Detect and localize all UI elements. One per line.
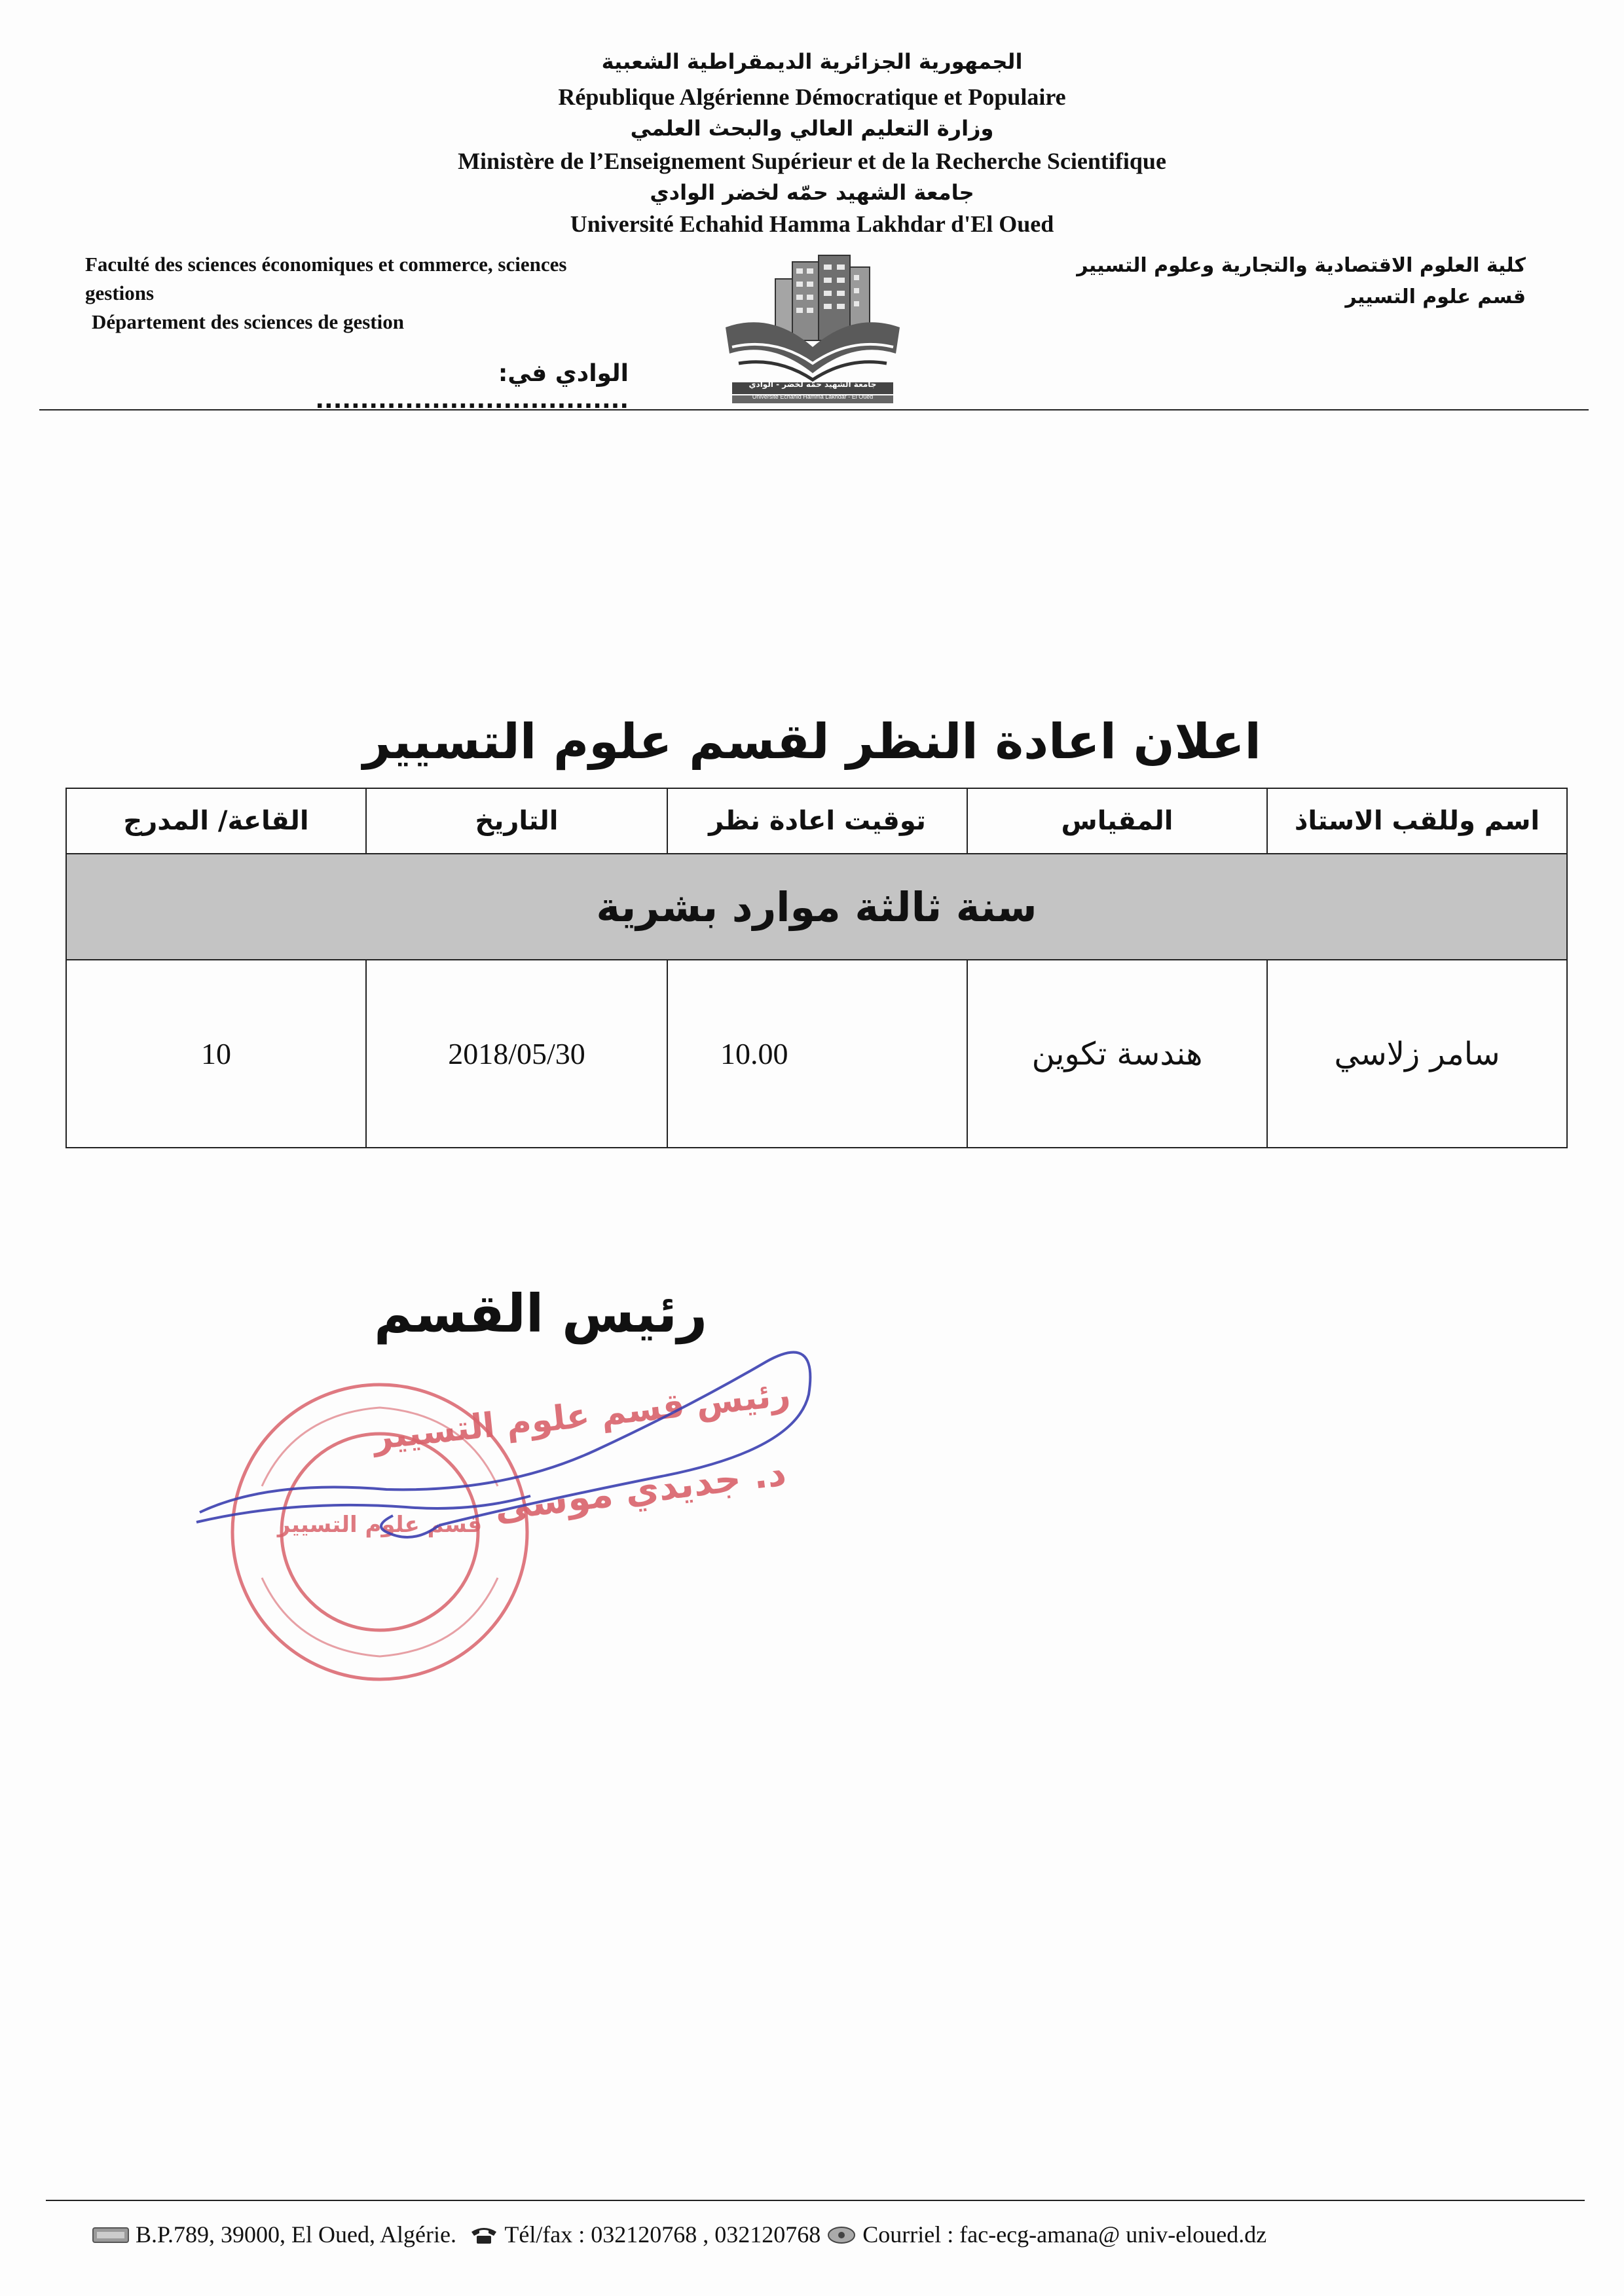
cell-module: هندسة تكوين bbox=[967, 960, 1267, 1148]
header-ar-republic: الجمهورية الجزائرية الديمقراطية الشعبية bbox=[601, 49, 1023, 74]
faculty-ar bbox=[1002, 250, 1526, 313]
header-fr-ministry: Ministère de l’Enseignement Supérieur et de la Recherche Scientifique bbox=[458, 148, 1166, 174]
header-fr-university: Université Echahid Hamma Lakhdar d'El Oued bbox=[570, 211, 1054, 237]
announcement-title: اعلان اعادة النظر لقسم علوم التسيير bbox=[363, 714, 1261, 770]
cell-room: 10 bbox=[66, 960, 366, 1148]
handwritten-signature bbox=[196, 1353, 810, 1537]
place-date bbox=[210, 360, 629, 414]
cell-professor: سامر زلاسي bbox=[1267, 960, 1567, 1148]
table-header-row bbox=[66, 788, 1567, 854]
header-ar-ministry: وزارة التعليم العالي والبحث العلمي bbox=[630, 116, 994, 141]
header-time: توقيت اعادة نظر bbox=[667, 788, 967, 854]
footer-phone: Tél/fax : 032120768 , 032120768 bbox=[504, 2221, 821, 2248]
signature-title: رئيس القسم bbox=[374, 1283, 707, 1344]
table-band-row bbox=[66, 854, 1567, 960]
department-ar-line: قسم علوم التسيير bbox=[1345, 285, 1526, 308]
footer-address: B.P.789, 39000, El Oued, Algérie. bbox=[136, 2221, 456, 2248]
header-professor: اسم وللقب الاستاذ bbox=[1267, 788, 1567, 854]
faculty-fr bbox=[85, 250, 714, 337]
email-icon bbox=[826, 2222, 857, 2252]
stamp-title-line: رئيس قسم علوم التسيير bbox=[371, 1374, 792, 1458]
faculty-fr-line1: Faculté des sciences économiques et commerce, sciences bbox=[85, 253, 567, 276]
review-table bbox=[65, 788, 1568, 1148]
department-fr: Département des sciences de gestion bbox=[92, 310, 404, 333]
place-date-value: ................................... bbox=[315, 387, 629, 414]
stamp-inner-text: قسم علوم التسيير bbox=[277, 1512, 483, 1538]
footer-email: Courriel : fac-ecg-amana@ univ-eloued.dz bbox=[862, 2221, 1267, 2248]
mailbox-icon bbox=[92, 2222, 130, 2252]
header-fr-republic: République Algérienne Démocratique et Populaire bbox=[558, 84, 1066, 110]
cell-date: 2018/05/30 bbox=[366, 960, 667, 1148]
header-divider bbox=[39, 409, 1589, 410]
faculty-ar-line: كلية العلوم الاقتصادية والتجارية وعلوم التسيير bbox=[1077, 254, 1526, 277]
department-stamp bbox=[190, 1336, 845, 1689]
telephone-icon bbox=[469, 2222, 499, 2252]
footer-divider bbox=[46, 2200, 1585, 2201]
table-row bbox=[66, 960, 1567, 1148]
stamp-name-line: د. جديدي موسى bbox=[492, 1451, 788, 1530]
header-ar-university: جامعة الشهيد حمّه لخضر الوادي bbox=[650, 180, 974, 205]
faculty-fr-line2: gestions bbox=[85, 282, 155, 304]
header-date: التاريخ bbox=[366, 788, 667, 854]
logo-text-fr: Université Echahid Hamma Lakhdar - El Oued bbox=[752, 393, 874, 400]
band-level: سنة ثالثة موارد بشرية bbox=[66, 854, 1567, 960]
header-room: القاعة/ المدرج bbox=[66, 788, 366, 854]
place-date-label: الوادي في: bbox=[498, 360, 629, 387]
university-logo bbox=[719, 249, 906, 406]
cell-time: 10.00 bbox=[667, 960, 967, 1148]
logo-text-ar: جامعة الشهيد حمّه لخضر - الوادي bbox=[748, 380, 877, 389]
stamp-seal-icon bbox=[190, 1336, 845, 1689]
header-module: المقياس bbox=[967, 788, 1267, 854]
footer-contact bbox=[92, 2219, 1266, 2252]
